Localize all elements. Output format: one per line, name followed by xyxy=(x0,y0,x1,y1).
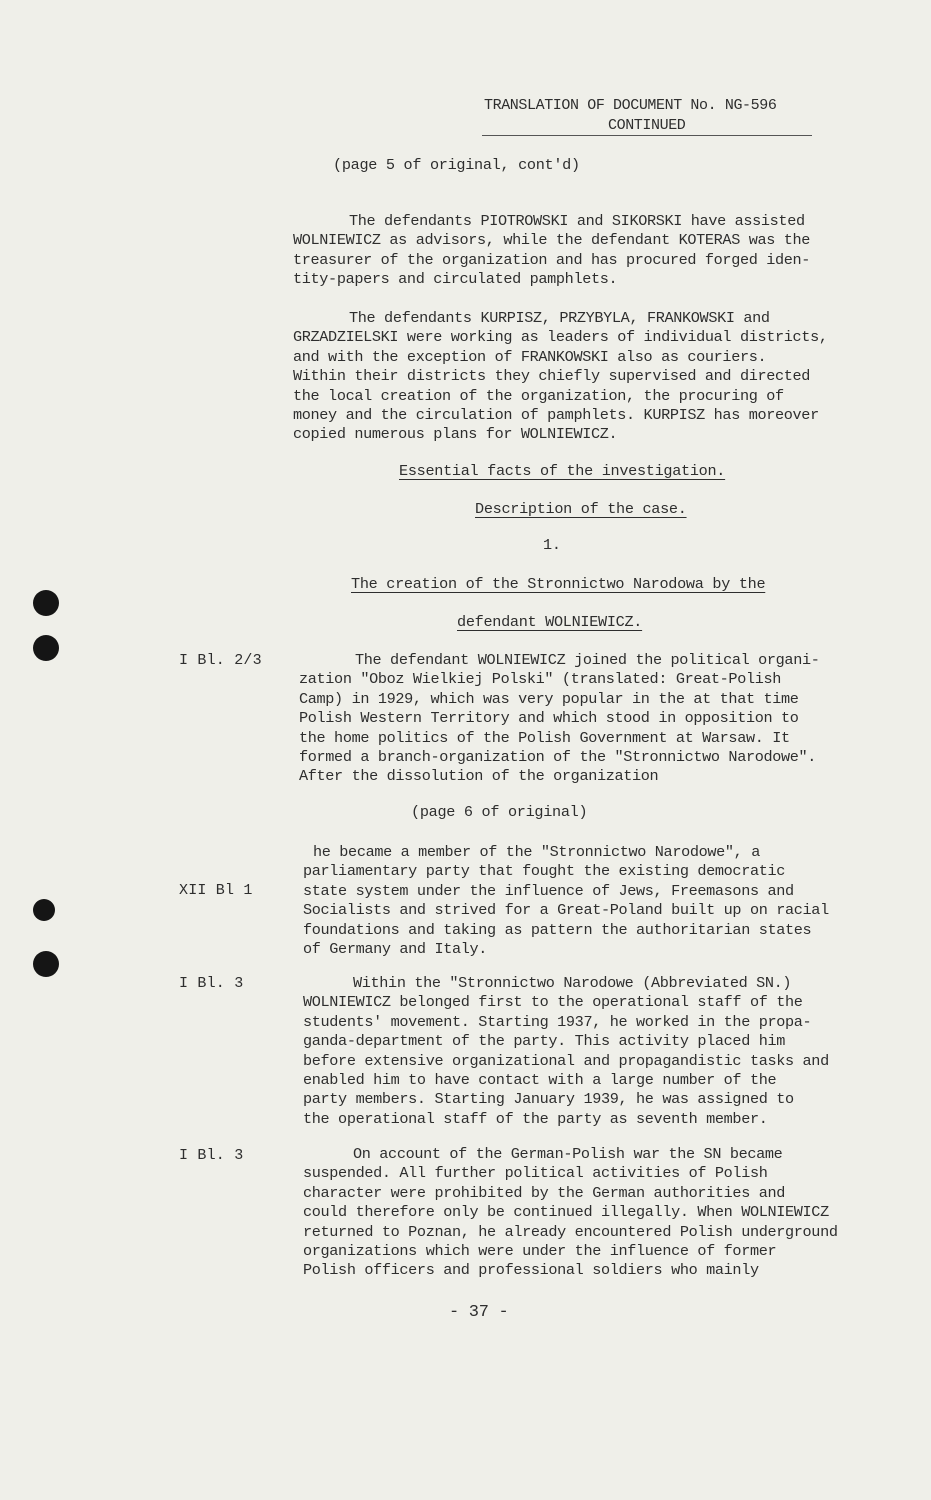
document-header-title: TRANSLATION OF DOCUMENT No. NG-596 xyxy=(484,97,777,114)
text-line: GRZADZIELSKI were working as leaders of individual districts, xyxy=(293,328,828,347)
text-line: before extensive organizational and propagandistic tasks and xyxy=(303,1051,829,1070)
text-line: zation "Oboz Wielkiej Polski" (translated: Great-Polish xyxy=(299,670,782,689)
paragraph-member-stronnictwo xyxy=(303,843,829,959)
text-line: WOLNIEWICZ as advisors, while the defendant KOTERAS was the xyxy=(293,231,811,250)
punch-hole xyxy=(33,951,59,977)
text-line: character were prohibited by the German authorities and xyxy=(303,1183,786,1202)
paragraph-defendants-advisors xyxy=(293,212,810,290)
header-rule xyxy=(482,135,812,136)
text-line: The defendant WOLNIEWICZ joined the political organi- xyxy=(355,651,820,669)
text-line: After the dissolution of the organization xyxy=(299,767,659,786)
text-line: Socialists and strived for a Great-Poland built up on racial xyxy=(303,901,829,920)
punch-hole xyxy=(33,590,59,616)
document-header-subtitle: CONTINUED xyxy=(608,117,686,134)
text-line: the operational staff of the party as seventh member. xyxy=(303,1109,768,1128)
text-line: tity-papers and circulated pamphlets. xyxy=(293,270,618,289)
text-line: money and the circulation of pamphlets. KURPISZ has moreover xyxy=(293,406,819,425)
text-line: returned to Poznan, he already encountered Polish underground xyxy=(303,1222,838,1241)
paragraph-within-stronnictwo xyxy=(303,974,829,1129)
text-line: and with the exception of FRANKOWSKI also as couriers. xyxy=(293,347,767,366)
text-line: Polish Western Territory and which stood in opposition to xyxy=(299,709,799,728)
text-line: Within their districts they chiefly supervised and directed xyxy=(293,367,811,386)
paragraph-german-polish-war xyxy=(303,1145,838,1281)
paragraph-district-leaders xyxy=(293,309,828,445)
heading-description-of-case: Description of the case. xyxy=(475,500,687,518)
text-line: On account of the German-Polish war the SN became xyxy=(353,1145,783,1163)
text-line: enabled him to have contact with a large number of the xyxy=(303,1071,777,1090)
page-reference-original: (page 5 of original, cont'd) xyxy=(333,156,580,174)
punch-hole xyxy=(33,899,55,921)
text-line: organizations which were under the influence of former xyxy=(303,1242,777,1261)
text-line: The defendants KURPISZ, PRZYBYLA, FRANKOWSKI and xyxy=(349,309,770,327)
page-number: - 37 - xyxy=(449,1303,509,1322)
margin-reference: I Bl. 2/3 xyxy=(179,652,262,669)
text-line: could therefore only be continued illegally. When WOLNIEWICZ xyxy=(303,1203,829,1222)
text-line: WOLNIEWICZ belonged first to the operational staff of the xyxy=(303,993,803,1012)
paragraph-joined-organization xyxy=(299,651,820,787)
text-line: Within the "Stronnictwo Narodowe (Abbreviated SN.) xyxy=(353,974,792,992)
punch-hole xyxy=(33,635,59,661)
text-line: foundations and taking as pattern the authoritarian states xyxy=(303,920,812,939)
text-line: of Germany and Italy. xyxy=(303,940,488,959)
text-line: parliamentary party that fought the existing democratic xyxy=(303,862,786,881)
text-line: students' movement. Starting 1937, he worked in the propa- xyxy=(303,1012,812,1031)
text-line: ganda-department of the party. This activity placed him xyxy=(303,1032,786,1051)
section-number: 1. xyxy=(543,536,561,554)
text-line: party members. Starting January 1939, he was assigned to xyxy=(303,1090,794,1109)
text-line: The defendants PIOTROWSKI and SIKORSKI have assisted xyxy=(349,212,805,230)
text-line: suspended. All further political activities of Polish xyxy=(303,1164,768,1183)
page-reference-original: (page 6 of original) xyxy=(411,803,588,821)
text-line: the local creation of the organization, the procuring of xyxy=(293,386,784,405)
text-line: he became a member of the "Stronnictwo Narodowe", a xyxy=(313,843,760,861)
text-line: state system under the influence of Jews, Freemasons and xyxy=(303,881,794,900)
text-line: treasurer of the organization and has procured forged iden- xyxy=(293,250,811,269)
heading-creation-stronnictwo: The creation of the Stronnictwo Narodowa by the xyxy=(351,575,766,593)
heading-defendant-wolniewicz: defendant WOLNIEWICZ. xyxy=(457,613,643,631)
margin-reference: XII Bl 1 xyxy=(179,882,253,899)
text-line: Camp) in 1929, which was very popular in the at that time xyxy=(299,689,799,708)
heading-essential-facts: Essential facts of the investigation. xyxy=(399,462,726,480)
text-line: the home politics of the Polish Government at Warsaw. It xyxy=(299,728,790,747)
text-line: formed a branch-organization of the "Stronnictwo Narodowe". xyxy=(299,748,817,767)
text-line: Polish officers and professional soldiers who mainly xyxy=(303,1261,759,1280)
text-line: copied numerous plans for WOLNIEWICZ. xyxy=(293,425,618,444)
margin-reference: I Bl. 3 xyxy=(179,1147,244,1164)
margin-reference: I Bl. 3 xyxy=(179,975,244,992)
